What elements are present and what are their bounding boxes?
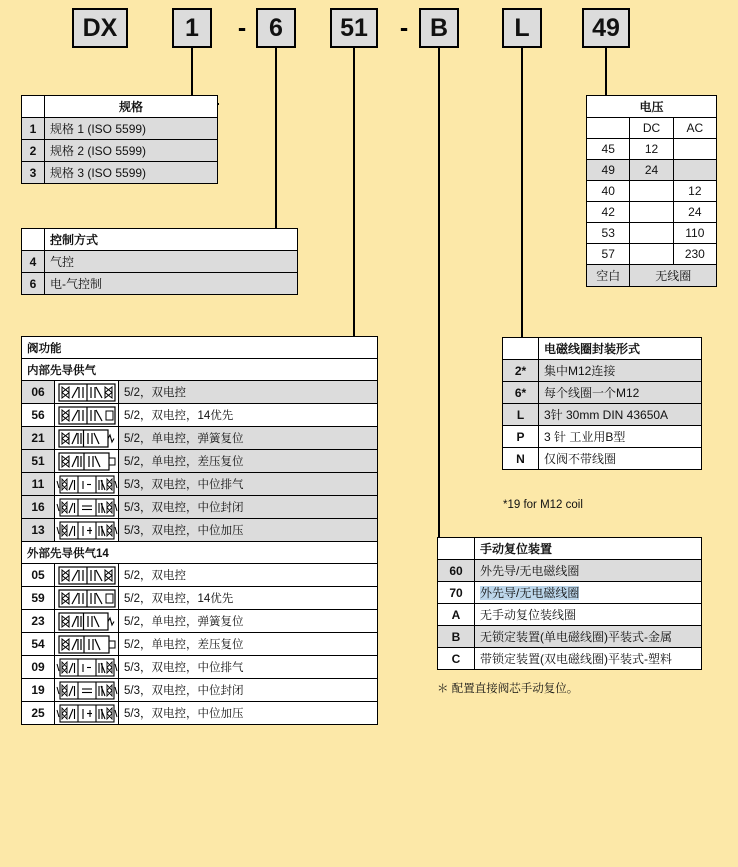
voltage-dc-49: 24	[630, 160, 673, 181]
table-row[interactable]	[22, 656, 378, 679]
spec-code-3: 3	[22, 162, 45, 184]
table-row-header	[438, 538, 702, 560]
coil-encapsulation-table	[502, 337, 702, 470]
table-row-group-internal	[22, 359, 378, 381]
manual-reset-table-note: ＊ 配置直接阀芯手动复位。	[437, 683, 579, 695]
table-row[interactable]	[587, 139, 717, 160]
valve-symbol-16	[55, 496, 119, 519]
table-row[interactable]	[22, 450, 378, 473]
reset-header-label: 手动复位装置	[475, 538, 702, 560]
valve-code-59: 59	[22, 587, 55, 610]
valve-symbol-23	[55, 610, 119, 633]
voltage-dc-45: 12	[630, 139, 673, 160]
coil-desc-2: 集中M12连接	[539, 360, 702, 382]
coil-header-blank	[503, 338, 539, 360]
table-row[interactable]	[22, 519, 378, 542]
table-row-subheader	[587, 118, 717, 139]
table-row[interactable]	[587, 202, 717, 223]
reset-code-B: B	[438, 626, 475, 648]
table-row[interactable]	[22, 587, 378, 610]
connector-line-voltage	[605, 48, 607, 98]
voltage-subheader-ac: AC	[673, 118, 716, 139]
voltage-ac-49	[673, 160, 716, 181]
valve-desc-16: 5/3，双电控，中位封闭	[119, 496, 378, 519]
reset-code-A: A	[438, 604, 475, 626]
code-separator-2: -	[399, 13, 409, 42]
voltage-ac-45	[673, 139, 716, 160]
table-row[interactable]	[503, 426, 702, 448]
table-row[interactable]	[438, 582, 702, 604]
table-row[interactable]	[503, 360, 702, 382]
voltage-subheader-dc: DC	[630, 118, 673, 139]
table-row[interactable]	[22, 633, 378, 656]
code-box-voltage[interactable]: 49	[582, 8, 630, 48]
voltage-ac-57: 230	[673, 244, 716, 265]
connector-line-control	[275, 48, 277, 236]
valve-code-06: 06	[22, 381, 55, 404]
coil-code-6: 6*	[503, 382, 539, 404]
valve-code-16: 16	[22, 496, 55, 519]
control-method-table	[21, 228, 298, 295]
spec-desc-3: 规格 3 (ISO 5599)	[45, 162, 218, 184]
table-row[interactable]	[438, 626, 702, 648]
table-row[interactable]	[22, 251, 298, 273]
valve-symbol-56	[55, 404, 119, 427]
valve-code-05: 05	[22, 564, 55, 587]
valve-desc-05: 5/2，双电控	[119, 564, 378, 587]
valve-code-09: 09	[22, 656, 55, 679]
reset-code-60: 60	[438, 560, 475, 582]
valve-desc-59: 5/2，双电控，14优先	[119, 587, 378, 610]
table-row[interactable]	[587, 160, 717, 181]
valve-desc-11: 5/3，双电控，中位排气	[119, 473, 378, 496]
valve-symbol-13	[55, 519, 119, 542]
code-box-coil-type[interactable]: L	[502, 8, 542, 48]
coil-header-label: 电磁线圈封装形式	[539, 338, 702, 360]
code-separator-1: -	[237, 13, 247, 42]
valve-desc-23: 5/2，单电控，弹簧复位	[119, 610, 378, 633]
control-code-4: 4	[22, 251, 45, 273]
voltage-desc-blank: 无线圈	[630, 265, 717, 287]
table-row[interactable]	[22, 140, 218, 162]
voltage-ac-42: 24	[673, 202, 716, 223]
reset-code-70: 70	[438, 582, 475, 604]
manual-reset-table	[437, 537, 702, 670]
table-row[interactable]	[22, 679, 378, 702]
table-row[interactable]	[587, 223, 717, 244]
table-row[interactable]	[438, 648, 702, 670]
table-row[interactable]	[22, 473, 378, 496]
coil-table-note: *19 for M12 coil	[503, 499, 583, 511]
table-row[interactable]	[22, 381, 378, 404]
table-row[interactable]	[22, 610, 378, 633]
valve-code-51: 51	[22, 450, 55, 473]
table-row[interactable]	[587, 244, 717, 265]
valve-code-25: 25	[22, 702, 55, 725]
valve-desc-09: 5/3，双电控，中位排气	[119, 656, 378, 679]
code-box-manual-reset[interactable]: B	[419, 8, 459, 48]
spec-desc-2: 规格 2 (ISO 5599)	[45, 140, 218, 162]
control-desc-4: 气控	[45, 251, 298, 273]
table-row[interactable]	[503, 382, 702, 404]
valve-code-23: 23	[22, 610, 55, 633]
table-row-group-external	[22, 542, 378, 564]
valve-symbol-21	[55, 427, 119, 450]
coil-code-N: N	[503, 448, 539, 470]
table-row[interactable]	[503, 448, 702, 470]
valve-symbol-59	[55, 587, 119, 610]
voltage-dc-42	[630, 202, 673, 223]
voltage-ac-53: 110	[673, 223, 716, 244]
table-row[interactable]	[22, 162, 218, 184]
valve-desc-54: 5/2，单电控，差压复位	[119, 633, 378, 656]
control-desc-6: 电-气控制	[45, 273, 298, 295]
control-header-label: 控制方式	[45, 229, 298, 251]
valve-symbol-51	[55, 450, 119, 473]
valve-code-21: 21	[22, 427, 55, 450]
valve-symbol-06	[55, 381, 119, 404]
valve-code-11: 11	[22, 473, 55, 496]
valve-desc-56: 5/2，双电控，14优先	[119, 404, 378, 427]
coil-desc-P: 3 针 工业用B型	[539, 426, 702, 448]
valve-desc-19: 5/3，双电控，中位封闭	[119, 679, 378, 702]
connector-line-valve	[353, 48, 355, 338]
valve-group-external-label: 外部先导供气14	[22, 542, 378, 564]
voltage-code-blank: 空白	[587, 265, 630, 287]
voltage-code-42: 42	[587, 202, 630, 223]
table-row-header	[22, 96, 218, 118]
reset-desc-C: 带锁定装置(双电磁线圈)平装式-塑料	[475, 648, 702, 670]
table-row[interactable]	[22, 496, 378, 519]
valve-desc-21: 5/2，单电控，弹簧复位	[119, 427, 378, 450]
table-row[interactable]	[438, 604, 702, 626]
reset-desc-B: 无锁定装置(单电磁线圈)平装式-金属	[475, 626, 702, 648]
code-box-valve-function[interactable]: 51	[330, 8, 378, 48]
valve-symbol-25	[55, 702, 119, 725]
voltage-ac-40: 12	[673, 181, 716, 202]
valve-desc-25: 5/3，双电控，中位加压	[119, 702, 378, 725]
reset-desc-70-cell	[475, 582, 702, 604]
valve-code-54: 54	[22, 633, 55, 656]
spec-code-1: 1	[22, 118, 45, 140]
reset-code-C: C	[438, 648, 475, 670]
code-box-dx[interactable]: DX	[72, 8, 128, 48]
coil-code-P: P	[503, 426, 539, 448]
table-row[interactable]	[587, 181, 717, 202]
spec-header-blank	[22, 96, 45, 118]
valve-symbol-19	[55, 679, 119, 702]
coil-code-2: 2*	[503, 360, 539, 382]
valve-function-table	[21, 336, 378, 725]
voltage-header-label: 电压	[587, 96, 717, 118]
code-box-size[interactable]: 1	[172, 8, 212, 48]
connector-line-reset	[438, 48, 440, 540]
spec-table	[21, 95, 218, 184]
control-code-6: 6	[22, 273, 45, 295]
voltage-dc-53	[630, 223, 673, 244]
code-box-control[interactable]: 6	[256, 8, 296, 48]
reset-header-blank	[438, 538, 475, 560]
voltage-code-53: 53	[587, 223, 630, 244]
coil-desc-N: 仅阀不带线圈	[539, 448, 702, 470]
connector-line-coil	[521, 48, 523, 340]
coil-desc-6: 每个线圈一个M12	[539, 382, 702, 404]
table-row-header	[503, 338, 702, 360]
table-row[interactable]	[22, 273, 298, 295]
valve-group-internal-label: 内部先导供气	[22, 359, 378, 381]
valve-code-13: 13	[22, 519, 55, 542]
table-row[interactable]	[22, 564, 378, 587]
voltage-table	[586, 95, 717, 287]
reset-desc-A: 无手动复位装线圈	[475, 604, 702, 626]
valve-symbol-11	[55, 473, 119, 496]
spec-header-label: 规格	[45, 96, 218, 118]
valve-symbol-05	[55, 564, 119, 587]
coil-code-L: L	[503, 404, 539, 426]
voltage-code-45: 45	[587, 139, 630, 160]
spec-desc-1: 规格 1 (ISO 5599)	[45, 118, 218, 140]
coil-desc-L: 3针 30mm DIN 43650A	[539, 404, 702, 426]
valve-symbol-54	[55, 633, 119, 656]
table-row[interactable]	[22, 118, 218, 140]
voltage-code-57: 57	[587, 244, 630, 265]
voltage-dc-57	[630, 244, 673, 265]
voltage-subheader-blank	[587, 118, 630, 139]
table-row[interactable]	[438, 560, 702, 582]
valve-code-56: 56	[22, 404, 55, 427]
valve-desc-13: 5/3，双电控，中位加压	[119, 519, 378, 542]
reset-desc-60: 外先导/无电磁线圈	[475, 560, 702, 582]
table-row-header	[22, 229, 298, 251]
table-row[interactable]	[22, 404, 378, 427]
table-row[interactable]	[503, 404, 702, 426]
table-row[interactable]	[22, 702, 378, 725]
table-row[interactable]	[587, 265, 717, 287]
reset-desc-70[interactable]: 外先导/无电磁线圈	[480, 586, 580, 600]
control-header-blank	[22, 229, 45, 251]
valve-table-title: 阀功能	[22, 337, 378, 359]
voltage-code-40: 40	[587, 181, 630, 202]
valve-symbol-09	[55, 656, 119, 679]
valve-desc-51: 5/2，单电控，差压复位	[119, 450, 378, 473]
table-row-header	[587, 96, 717, 118]
voltage-dc-40	[630, 181, 673, 202]
table-row[interactable]	[22, 427, 378, 450]
valve-desc-06: 5/2，双电控	[119, 381, 378, 404]
valve-code-19: 19	[22, 679, 55, 702]
voltage-code-49: 49	[587, 160, 630, 181]
table-row-title	[22, 337, 378, 359]
spec-code-2: 2	[22, 140, 45, 162]
